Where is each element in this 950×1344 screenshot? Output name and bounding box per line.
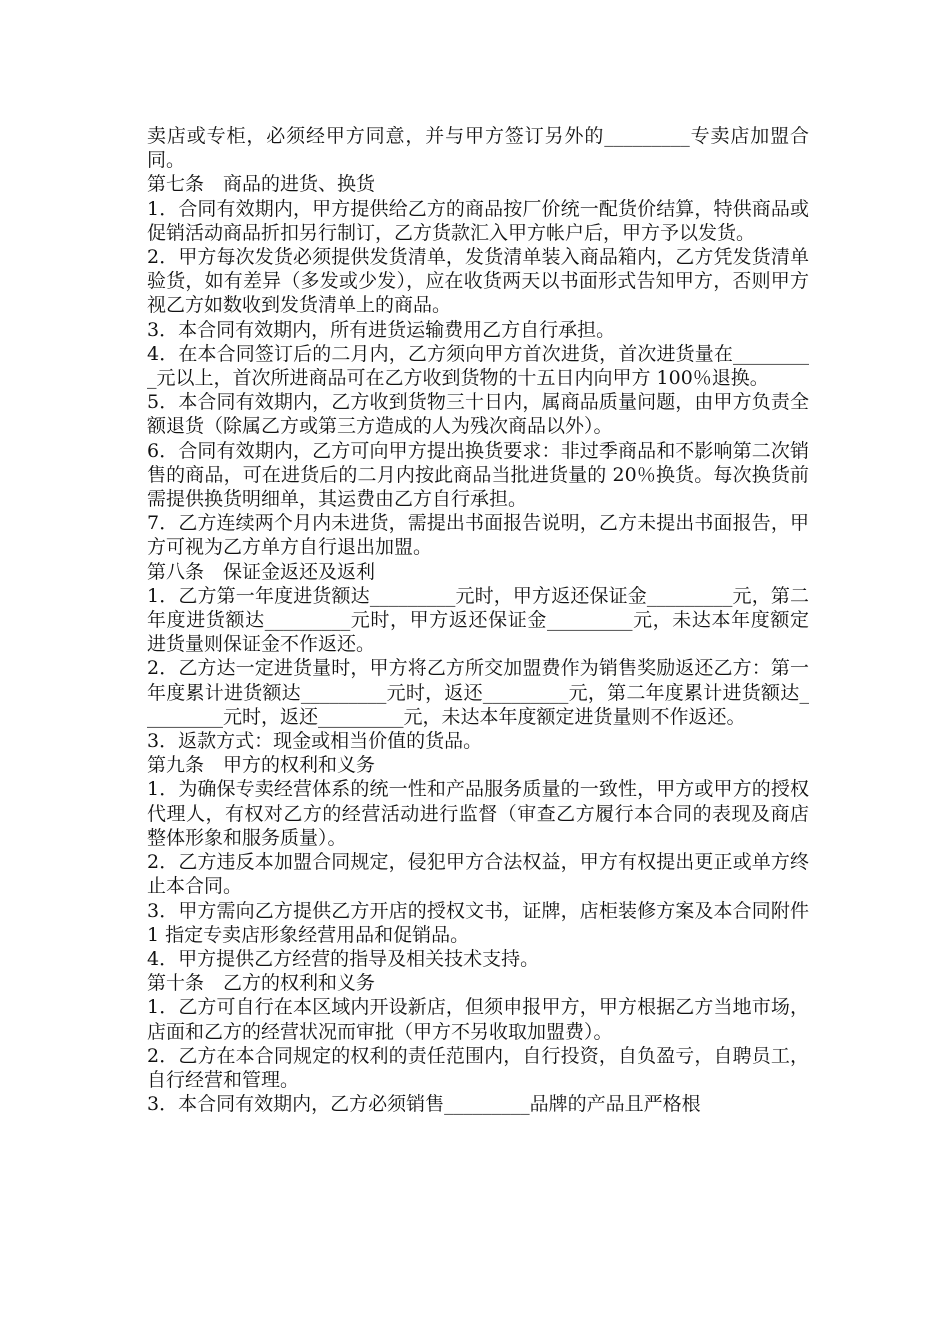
paragraph: 2．甲方每次发货必须提供发货清单，发货清单装入商品箱内，乙方凭发货清单验货，如有差异（多发或少发），应在收货两天以书面形式告知甲方，否则甲方视乙方如数收到发货清单上的商品。	[147, 246, 809, 317]
section-heading: 第九条 甲方的权利和义务	[147, 754, 376, 777]
section-heading: 第十条 乙方的权利和义务	[147, 972, 376, 995]
paragraph: 1．合同有效期内，甲方提供给乙方的商品按厂价统一配货价结算，特供商品或促销活动商品折扣另行制订，乙方货款汇入甲方帐户后，甲方予以发货。	[147, 197, 809, 244]
paragraph: 2．乙方违反本加盟合同规定，侵犯甲方合法权益，甲方有权提出更正或单方终止本合同。	[147, 851, 809, 898]
paragraph: 5．本合同有效期内，乙方收到货物三十日内，属商品质量问题，由甲方负责全额退货（除属乙方或第三方造成的人为残次商品以外）。	[147, 391, 809, 438]
paragraph: 1．乙方第一年度进货额达_________元时，甲方返还保证金_________元，第二年度进货额达_________元时，甲方返还保证金_________元，未达本年度额定进货量则保证金不作返还。	[147, 584, 809, 656]
paragraph: 3．本合同有效期内，所有进货运输费用乙方自行承担。	[147, 318, 616, 341]
paragraph: 2．乙方在本合同规定的权利的责任范围内，自行投资，自负盈亏，自聘员工，自行经营和管理。	[147, 1044, 809, 1091]
paragraph: 7．乙方连续两个月内未进货，需提出书面报告说明，乙方未提出书面报告，甲方可视为乙方单方自行退出加盟。	[147, 512, 809, 559]
paragraph: 1．乙方可自行在本区域内开设新店，但须申报甲方，甲方根据乙方当地市场，店面和乙方的经营状况而审批（甲方不另收取加盟费）。	[147, 996, 809, 1043]
paragraph: 3．返款方式：现金或相当价值的货品。	[147, 730, 483, 753]
section-heading: 第八条 保证金返还及返利	[147, 560, 376, 583]
paragraph: 4．甲方提供乙方经营的指导及相关技术支持。	[147, 947, 540, 970]
paragraph: 6．合同有效期内，乙方可向甲方提出换货要求：非过季商品和不影响第二次销售的商品，可在进货后的二月内按此商品当批进货量的 20％换货。每次换货前需提供换货明细单，其运费由乙方自行承担。	[147, 439, 809, 511]
paragraph: 卖店或专柜，必须经甲方同意，并与甲方签订另外的_________专卖店加盟合同。	[147, 125, 809, 172]
paragraph: 4．在本合同签订后的二月内，乙方须向甲方首次进货，首次进货量在_________元以上，首次所进商品可在乙方收到货物的十五日内向甲方 100％退换。	[147, 342, 809, 390]
section-heading: 第七条 商品的进货、换货	[147, 173, 376, 196]
paragraph: 3．甲方需向乙方提供乙方开店的授权文书，证牌，店柜装修方案及本合同附件 1 指定专卖店形象经营用品和促销品。	[147, 899, 809, 946]
paragraph: 3．本合同有效期内，乙方必须销售_________品牌的产品且严格根	[147, 1093, 701, 1116]
paragraph: 1．为确保专卖经营体系的统一性和产品服务质量的一致性，甲方或甲方的授权代理人，有权对乙方的经营活动进行监督（审查乙方履行本合同的表现及商店整体形象和服务质量）。	[147, 778, 809, 849]
contract-body	[147, 124, 809, 1116]
paragraph: 2．乙方达一定进货量时，甲方将乙方所交加盟费作为销售奖励返还乙方：第一年度累计进货额达_________元时，返还_________元，第二年度累计进货额达_________元时，返还_________元，未达本年度额定进货量则不作返还。	[147, 657, 809, 728]
